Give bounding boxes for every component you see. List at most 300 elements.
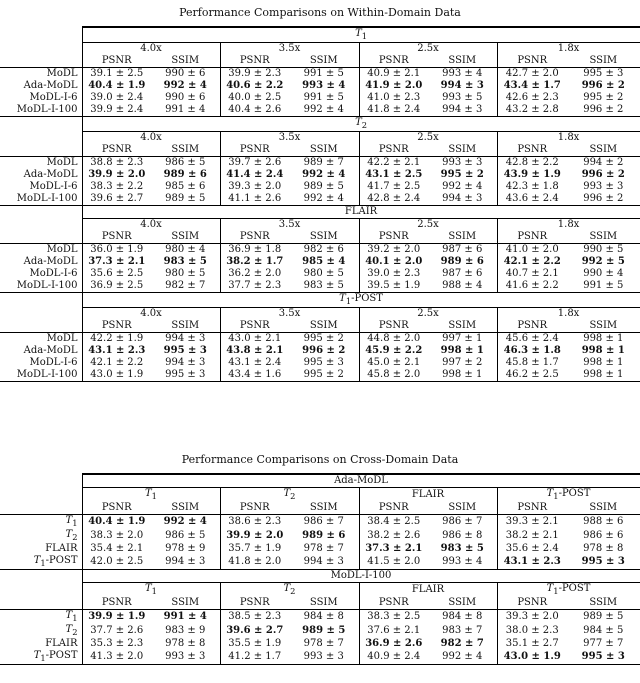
table-row [0,268,640,280]
value-cell: 45.8 ± 1.7 [505,357,559,368]
label-subscript: 1 [345,296,352,306]
label-subscript: 1 [553,491,559,501]
value-cell: 41.8 ± 2.0 [220,555,289,570]
label-main: FLAIR [45,543,78,554]
table-row [0,555,640,570]
acceleration-ratio: 1.8x [497,43,640,56]
value-cell: 997 ± 1 [428,333,497,346]
value-cell: 41.7 ± 2.5 [367,181,421,192]
value-cell: 39.9 ± 2.0 [226,530,284,541]
value-cell: 994 ± 3 [428,80,497,92]
value-cell: 993 ± 4 [289,80,359,92]
value-cell: 992 ± 4 [289,169,359,181]
value-cell: 992 ± 4 [151,515,220,530]
value-cell: 980 ± 5 [289,268,359,280]
label-main: T [546,583,554,594]
empty-corner [0,27,82,43]
ratio-row [0,132,640,145]
ssim-header: SSIM [567,55,640,68]
value-cell: 998 ± 1 [567,333,640,346]
value-cell: 995 ± 3 [567,555,640,570]
table-row [0,80,640,92]
label-subscript: 2 [72,627,78,637]
label-main: T [65,610,73,621]
label-main: T [65,529,73,540]
psnr-header: PSNR [82,144,151,157]
value-cell: 36.9 ± 1.8 [220,244,289,257]
empty-corner [0,474,82,488]
value-cell: 983 ± 5 [289,280,359,293]
value-cell: 43.0 ± 1.9 [82,369,151,382]
table-row [0,181,640,193]
value-cell: 43.8 ± 2.1 [226,345,284,356]
value-cell: 986 ± 8 [428,529,497,543]
value-cell: 43.4 ± 1.6 [220,369,289,382]
table-row [0,529,640,543]
label-main: T [355,28,362,39]
acceleration-ratio: 2.5x [359,219,497,232]
label-main: T [33,555,41,566]
domain-row [0,583,640,598]
value-cell: 980 ± 4 [151,244,220,257]
value-cell: 989 ± 5 [567,610,640,625]
value-cell: 39.0 ± 2.3 [367,268,421,279]
empty-corner [0,219,82,232]
value-cell: 41.8 ± 2.4 [359,104,428,117]
value-cell: 983 ± 9 [151,624,220,638]
acceleration-ratio: 3.5x [220,308,359,321]
value-cell: 989 ± 7 [289,157,359,170]
value-cell: 38.3 ± 2.2 [90,181,144,192]
value-cell: 43.0 ± 1.9 [497,650,567,665]
value-cell: 995 ± 3 [151,369,220,382]
value-cell: 42.8 ± 2.2 [497,157,567,170]
row-label: Ada-MoDL [0,80,82,92]
value-cell: 992 ± 5 [567,256,640,268]
ratio-row [0,219,640,232]
label-main: T [145,488,152,499]
value-cell: 987 ± 6 [428,244,497,257]
acceleration-ratio: 2.5x [359,308,497,321]
acceleration-ratio: 1.8x [497,308,640,321]
table-row [0,515,640,530]
target-domain-header [497,488,640,503]
modality-title [82,27,640,43]
value-cell: 995 ± 3 [289,357,359,369]
target-domain-header [220,583,359,598]
value-cell: 42.7 ± 2.0 [497,68,567,81]
table-row [0,610,640,625]
value-cell: 980 ± 5 [151,268,220,280]
within-domain-table [0,26,640,382]
value-cell: 982 ± 7 [428,638,497,650]
value-cell: 38.4 ± 2.5 [359,515,428,530]
value-cell: 41.9 ± 2.0 [365,80,423,91]
ssim-header: SSIM [567,231,640,244]
value-cell: 998 ± 1 [567,345,640,357]
value-cell: 996 ± 2 [567,104,640,117]
row-label: MoDL [0,333,82,346]
value-cell: 996 ± 2 [567,169,640,181]
ssim-header: SSIM [151,144,220,157]
acceleration-ratio: 3.5x [220,132,359,145]
empty-corner [0,502,82,515]
model-title-row [0,474,640,488]
acceleration-ratio: 2.5x [359,43,497,56]
value-cell: 39.9 ± 2.0 [88,169,146,180]
empty-corner [0,488,82,503]
label-subscript: 1 [72,613,78,623]
value-cell: 992 ± 4 [289,193,359,206]
acceleration-ratio: 3.5x [220,43,359,56]
model-title: Ada-MoDL [82,474,640,488]
ssim-header: SSIM [151,231,220,244]
value-cell: 994 ± 3 [151,555,220,570]
value-cell: 991 ± 4 [151,610,220,625]
value-cell: 995 ± 2 [289,369,359,382]
value-cell: 35.3 ± 2.3 [90,638,144,649]
psnr-header: PSNR [517,55,548,66]
value-cell: 40.0 ± 2.5 [228,92,282,103]
value-cell: 984 ± 8 [289,610,359,625]
row-label [0,529,82,543]
modality-title-row [0,293,640,308]
value-cell: 35.6 ± 2.5 [90,268,144,279]
value-cell: 35.5 ± 1.9 [228,638,282,649]
ssim-header: SSIM [289,502,359,515]
value-cell: 996 ± 2 [567,193,640,206]
label-main: FLAIR [411,584,445,595]
ssim-header: SSIM [428,55,497,68]
label-main: FLAIR [344,206,378,217]
value-cell: 978 ± 7 [289,543,359,555]
empty-corner [0,206,82,219]
value-cell: 989 ± 6 [428,256,497,268]
value-cell: 41.0 ± 2.3 [367,92,421,103]
value-cell: 989 ± 5 [151,193,220,206]
value-cell: 988 ± 4 [428,280,497,293]
value-cell: 996 ± 2 [567,80,640,92]
table-row [0,169,640,181]
empty-corner [0,144,82,157]
empty-corner [0,55,82,68]
value-cell: 995 ± 2 [428,169,497,181]
ssim-header: SSIM [428,597,497,610]
value-cell: 992 ± 4 [151,80,220,92]
label-subscript: 1 [40,653,46,663]
value-cell: 993 ± 3 [151,650,220,665]
label-suffix: -POST [558,488,591,499]
label-subscript: 2 [290,491,296,501]
value-cell: 35.4 ± 2.1 [90,543,144,554]
psnr-header: PSNR [239,144,270,155]
empty-corner [0,43,82,56]
metric-header-row [0,55,640,68]
value-cell: 40.4 ± 1.9 [88,80,146,91]
value-cell: 985 ± 4 [289,256,359,268]
label-main: T [283,583,291,594]
value-cell: 992 ± 4 [428,650,497,665]
table-row [0,157,640,170]
value-cell: 994 ± 3 [428,193,497,206]
value-cell: 45.9 ± 2.2 [365,345,423,356]
value-cell: 993 ± 5 [428,92,497,104]
value-cell: 39.9 ± 1.9 [82,610,151,625]
label-main: T [65,515,73,526]
row-label [0,610,82,625]
value-cell: 996 ± 2 [289,345,359,357]
row-label: MoDL-I-100 [0,280,82,293]
value-cell: 41.4 ± 2.4 [226,169,284,180]
acceleration-ratio: 4.0x [82,132,220,145]
ssim-header: SSIM [151,502,220,515]
value-cell: 986 ± 6 [567,529,640,543]
value-cell: 994 ± 3 [428,104,497,117]
value-cell: 40.9 ± 2.4 [359,650,428,665]
value-cell: 977 ± 7 [567,638,640,650]
psnr-header: PSNR [82,502,151,515]
value-cell: 41.2 ± 1.7 [220,650,289,665]
value-cell: 38.3 ± 2.0 [90,530,144,541]
value-cell: 42.1 ± 2.2 [503,256,561,267]
target-domain-header [82,583,220,598]
empty-corner [0,320,82,333]
table-row [0,333,640,346]
modality-title [82,117,640,132]
value-cell: 40.4 ± 1.9 [82,515,151,530]
table-row [0,638,640,650]
table-row [0,92,640,104]
row-label: MoDL [0,68,82,81]
modality-title-row [0,27,640,43]
value-cell: 37.3 ± 2.1 [88,256,146,267]
ssim-header: SSIM [428,231,497,244]
value-cell: 990 ± 6 [151,68,220,81]
ssim-header: SSIM [567,597,640,610]
row-label: MoDL-I-100 [0,369,82,382]
value-cell: 978 ± 8 [151,638,220,650]
value-cell: 38.6 ± 2.3 [220,515,289,530]
row-label [0,543,82,555]
cross-domain-table [0,473,640,665]
value-cell: 42.2 ± 1.9 [82,333,151,346]
value-cell: 994 ± 3 [151,357,220,369]
psnr-header: PSNR [82,55,151,68]
ssim-header: SSIM [151,55,220,68]
table-row [0,193,640,206]
ratio-row [0,43,640,56]
value-cell: 38.5 ± 2.3 [220,610,289,625]
value-cell: 993 ± 3 [289,650,359,665]
value-cell: 39.9 ± 2.3 [220,68,289,81]
value-cell: 995 ± 2 [289,333,359,346]
value-cell: 40.7 ± 2.1 [505,268,559,279]
value-cell: 993 ± 4 [428,555,497,570]
value-cell: 35.6 ± 2.4 [505,543,559,554]
value-cell: 42.3 ± 1.8 [505,181,559,192]
value-cell: 42.2 ± 2.1 [359,157,428,170]
row-label: MoDL-I-6 [0,92,82,104]
value-cell: 42.1 ± 2.2 [90,357,144,368]
row-label: MoDL-I-6 [0,181,82,193]
ssim-header: SSIM [289,231,359,244]
psnr-header: PSNR [239,597,270,608]
value-cell: 43.6 ± 2.4 [497,193,567,206]
row-label: MoDL-I-100 [0,104,82,117]
value-cell: 43.1 ± 2.3 [497,555,567,570]
value-cell: 39.2 ± 2.0 [359,244,428,257]
value-cell: 42.0 ± 2.5 [82,555,151,570]
value-cell: 986 ± 5 [151,529,220,543]
value-cell: 39.3 ± 2.0 [497,610,567,625]
value-cell: 995 ± 3 [567,68,640,81]
acceleration-ratio: 4.0x [82,43,220,56]
empty-corner [0,570,82,583]
value-cell: 983 ± 5 [428,543,497,555]
psnr-header: PSNR [378,144,409,155]
value-cell: 46.2 ± 2.5 [497,369,567,382]
table-row [0,256,640,268]
ssim-header: SSIM [428,320,497,333]
value-cell: 989 ± 6 [289,529,359,543]
ssim-header: SSIM [428,144,497,157]
value-cell: 992 ± 4 [428,181,497,193]
psnr-header: PSNR [378,231,409,242]
ssim-header: SSIM [289,320,359,333]
row-label: Ada-MoDL [0,169,82,181]
empty-corner [0,583,82,598]
model-title: MoDL-I-100 [82,570,640,583]
ssim-header: SSIM [289,144,359,157]
ratio-row [0,308,640,321]
metric-header-row [0,502,640,515]
psnr-header: PSNR [517,144,548,155]
value-cell: 989 ± 5 [289,181,359,193]
value-cell: 985 ± 6 [151,181,220,193]
value-cell: 998 ± 1 [428,369,497,382]
value-cell: 36.2 ± 2.0 [228,268,282,279]
value-cell: 986 ± 7 [289,515,359,530]
target-domain-header [359,488,497,503]
table-row [0,357,640,369]
modality-title [82,293,640,308]
value-cell: 40.9 ± 2.1 [359,68,428,81]
value-cell: 35.7 ± 1.9 [228,543,282,554]
table-row [0,543,640,555]
value-cell: 998 ± 1 [567,357,640,369]
value-cell: 986 ± 5 [151,157,220,170]
value-cell: 41.3 ± 2.0 [82,650,151,665]
table-row [0,68,640,81]
value-cell: 37.3 ± 2.1 [365,543,423,554]
value-cell: 38.2 ± 1.7 [226,256,284,267]
value-cell: 40.1 ± 2.0 [365,256,423,267]
value-cell: 995 ± 3 [151,345,220,357]
value-cell: 984 ± 8 [428,610,497,625]
ssim-header: SSIM [567,502,640,515]
psnr-header: PSNR [82,231,151,244]
acceleration-ratio: 1.8x [497,219,640,232]
target-domain-header [497,583,640,598]
value-cell: 39.7 ± 2.6 [220,157,289,170]
acceleration-ratio: 1.8x [497,132,640,145]
value-cell: 43.1 ± 2.4 [228,357,282,368]
value-cell: 39.3 ± 2.0 [228,181,282,192]
label-main: T [33,650,41,661]
value-cell: 978 ± 9 [151,543,220,555]
psnr-header: PSNR [378,55,409,66]
value-cell: 37.7 ± 2.3 [220,280,289,293]
value-cell: 37.7 ± 2.6 [90,625,144,636]
psnr-header: PSNR [239,55,270,66]
value-cell: 39.6 ± 2.7 [82,193,151,206]
value-cell: 978 ± 8 [567,543,640,555]
psnr-header: PSNR [82,597,151,610]
psnr-header: PSNR [239,502,270,513]
empty-corner [0,293,82,308]
value-cell: 987 ± 6 [428,268,497,280]
value-cell: 41.6 ± 2.2 [497,280,567,293]
value-cell: 998 ± 1 [567,369,640,382]
label-suffix: -POST [45,555,78,566]
value-cell: 43.1 ± 2.3 [88,345,146,356]
value-cell: 36.9 ± 2.6 [365,638,423,649]
value-cell: 41.0 ± 2.0 [497,244,567,257]
value-cell: 995 ± 3 [567,650,640,665]
psnr-header: PSNR [517,320,548,331]
value-cell: 45.0 ± 2.1 [367,357,421,368]
value-cell: 43.4 ± 1.7 [503,80,561,91]
ssim-header: SSIM [567,320,640,333]
value-cell: 995 ± 2 [567,92,640,104]
row-label [0,515,82,530]
value-cell: 982 ± 7 [151,280,220,293]
empty-corner [0,117,82,132]
value-cell: 42.6 ± 2.3 [505,92,559,103]
value-cell: 37.6 ± 2.1 [367,625,421,636]
label-suffix: -POST [558,583,591,594]
label-subscript: 1 [151,491,157,501]
psnr-header: PSNR [239,231,270,242]
table-row [0,650,640,665]
empty-corner [0,132,82,145]
value-cell: 983 ± 5 [151,256,220,268]
psnr-header: PSNR [82,320,151,333]
value-cell: 43.0 ± 2.1 [220,333,289,346]
acceleration-ratio: 2.5x [359,132,497,145]
row-label [0,624,82,638]
metric-header-row [0,144,640,157]
label-subscript: 2 [361,120,368,130]
value-cell: 988 ± 6 [567,515,640,530]
value-cell: 36.9 ± 2.5 [82,280,151,293]
value-cell: 45.8 ± 2.0 [359,369,428,382]
value-cell: 38.8 ± 2.3 [82,157,151,170]
value-cell: 38.3 ± 2.5 [359,610,428,625]
value-cell: 42.8 ± 2.4 [359,193,428,206]
value-cell: 998 ± 1 [428,345,497,357]
table-row [0,369,640,382]
within-domain-caption: Performance Comparisons on Within-Domain Data [179,6,461,19]
value-cell: 41.1 ± 2.6 [220,193,289,206]
row-label: MoDL-I-100 [0,193,82,206]
label-main: T [283,488,291,499]
label-subscript: 1 [151,586,157,596]
target-domain-header [82,488,220,503]
row-label: MoDL [0,157,82,170]
value-cell: 39.6 ± 2.7 [226,625,284,636]
table-row [0,280,640,293]
